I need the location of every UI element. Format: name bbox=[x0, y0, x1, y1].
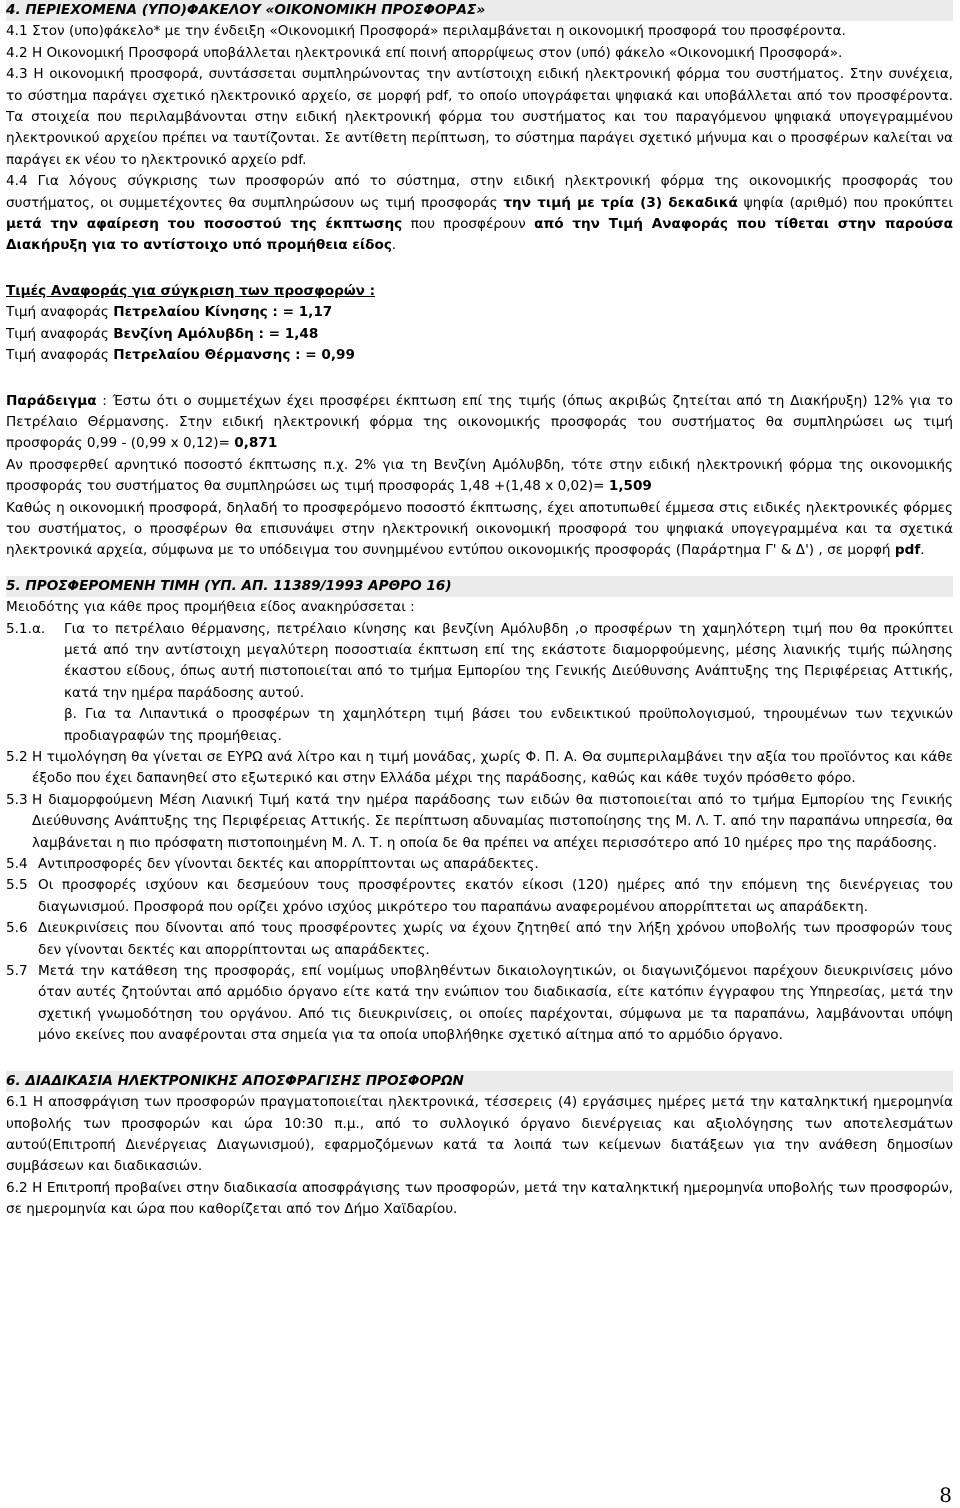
item-text: Οι προσφορές ισχύουν και δεσμεύουν τους προσφέροντες εκατόν είκοσι (120) ημέρες από την επόμενη της διενέργειας του διαγωνισμού. Προσφορά που ορίζει χρόνο ισχύος μικρότερο του παραπάνω αναφερομένου απορρίπτεται ως απαράδεκτη. bbox=[38, 877, 953, 915]
item-5-4 bbox=[6, 854, 953, 875]
item-text: Η διαμορφούμενη Μέση Λιανική Τιμή κατά την ημέρα παράδοσης των ειδών θα πιστοποιείται από το τμήμα Εμπορίου της Γενικής Διεύθυνσης Ανάπτυξης της Περιφέρειας Αττικής. Σε περίπτωση αδυναμίας πιστοποίησης της Μ. Λ. Τ. από την παραπάνω υπηρεσία, θα λαμβάνεται η πιο πρόσφατη πιστοποιημένη Μ. Λ. Τ. η οποία δε θα πρέπει να απέχει περισσότερο από 10 ημέρες προ της παράδοσης. bbox=[32, 791, 954, 851]
paragraph-6-2: 6.2 Η Επιτροπή προβαίνει στην διαδικασία αποσφράγισης των προσφορών, μετά την καταληκτική ημερομηνία υποβολής των προσφορών, σε ημερομηνία και ώρα που καθορίζεται από τον Δήμο Χαϊδαρίου. bbox=[6, 1179, 953, 1218]
p44-bold-b: την τιμή με τρία (3) δεκαδικά bbox=[503, 194, 738, 211]
item-number: 5.4 bbox=[6, 856, 28, 873]
item-text: Αντιπροσφορές δεν γίνονται δεκτές και απορρίπτονται ως απαράδεκτες. bbox=[38, 856, 539, 873]
item-text: Για το πετρέλαιο θέρμανσης, πετρέλαιο κίνησης και βενζίνη Αμόλυβδη ,ο προσφέρων τη χαμηλότερη τιμή που θα προκύπτει μετά από την αντίστοιχη μεγαλύτερη ποσοστιαία έκπτωση επί της εκάστοτε διαμορφούμενης, μέσης λιανικής τιμής πώλησης έκαστου είδους, όπως αυτή πιστοποιείται από το τμήμα Εμπορίου της Γενικής Διεύθυνσης Ανάπτυξης της Περιφέρειας Αττικής, κατά την ημέρα παράδοσης αυτού. bbox=[64, 620, 953, 701]
ref-value: : = 1,48 bbox=[253, 325, 319, 342]
paragraph-6-1: 6.1 Η αποσφράγιση των προσφορών πραγματοποιείται ηλεκτρονικά, τέσσερεις (4) εργάσιμες ημέρες μετά την καταληκτική ημερομηνία υποβολής των προσφορών και ώρα 10:30 π.μ., από το συλλογικό όργανο διενέργειας και αξιολόγησης των αποτελεσμάτων αυτού(Επιτροπή Διενέργειας Διαγωνισμού), εφαρμοζόμενων κατά τα λοιπά των κείμενων διατάξεων για την ανάθεση δημοσίων συμβάσεων και διαδικασιών. bbox=[6, 1094, 953, 1175]
ref-value: Πετρελαίου Θέρμανσης : = 0,99 bbox=[113, 347, 355, 364]
item-5-5 bbox=[6, 875, 953, 918]
paragraph-4-3: 4.3 Η οικονομική προσφορά, συντάσσεται συμπληρώνοντας την αντίστοιχη ειδική ηλεκτρονική φόρμα του συστήματος. Στην συνέχεια, το σύστημα παράγει σχετικό ηλεκτρονικό αρχείο, σε μορφή pdf, το οποίο υπογράφεται ψηφιακά και υποβάλλεται από τον προσφέροντα. Τα στοιχεία που περιλαμβάνονται στην ειδική ηλεκτρονική φόρμα του συστήματος και του παραγόμενου ψηφιακά υπογεγραμμένου ηλεκτρονικού αρχείου πρέπει να ταυτίζονται. Σε αντίθετη περίπτωση, το σύστημα παράγει σχετικό μήνυμα και ο προσφέρων καλείται να παράγει εκ νέου το ηλεκτρονικό αρχείο pdf. bbox=[6, 66, 953, 168]
reference-price-unleaded bbox=[6, 324, 953, 345]
p44-bold-d: μετά την αφαίρεση του ποσοστού της έκπτωσης bbox=[6, 216, 403, 233]
item-5-1-a bbox=[6, 619, 953, 705]
paragraph-4-4 bbox=[6, 171, 953, 257]
reference-price-diesel bbox=[6, 302, 953, 323]
example-negative-paragraph bbox=[6, 455, 953, 498]
ref-value: Πετρελαίου Κίνησης : = 1,17 bbox=[113, 304, 333, 321]
item-number: 5.7 bbox=[6, 963, 28, 980]
paragraph-4-1: 4.1 Στον (υπο)φάκελο* με την ένδειξη «Οικονομική Προσφορά» περιλαμβάνεται η οικονομική προσφορά του προσφέροντα. bbox=[6, 23, 846, 40]
ref-label: Τιμή αναφοράς bbox=[6, 325, 114, 342]
attachment-period: . bbox=[920, 542, 925, 559]
page-number: 8 bbox=[939, 1482, 952, 1507]
p44-bold-f: από την Τιμή Αναφοράς που τίθεται στην παρούσα Διακήρυξη για το αντίστοιχο υπό προμήθεια είδος bbox=[6, 216, 953, 254]
section-4-heading: 4. ΠΕΡΙΕΧΟΜΕΝΑ (ΥΠΟ)ΦΑΚΕΛΟΥ «ΟΙΚΟΝΟΜΙΚΗ ΠΡΟΣΦΟΡΑΣ» bbox=[6, 0, 953, 21]
attachment-format: pdf bbox=[894, 542, 921, 559]
item-number: 5.5 bbox=[6, 877, 28, 894]
p44-text-g: . bbox=[391, 237, 397, 254]
item-5-2 bbox=[6, 747, 953, 790]
item-text: Μετά την κατάθεση της προσφοράς, επί νομίμως υποβληθέντων δικαιολογητικών, οι διαγωνιζόμενοι παρέχουν διευκρινίσεις μόνο όταν αυτές ζητούνται από αρμόδιο όργανο είτε κατά την ενώπιον του διαδικασία, είτε κατόπιν έγγραφου της Υπηρεσίας, μετά την σχετική γνωμοδότηση του οργάνου. Από τις διευκρινίσεις, οι οποίες παρέχονται, σύμφωνα με τα παραπάνω, λαμβάνονται υπόψη μόνο εκείνες που αναφέρονται στα σημεία για τα οποία υποβλήθηκε σχετικό αίτημα από το αρμόδιο όργανο. bbox=[38, 963, 953, 1044]
p44-text-a: 4.4 Για λόγους σύγκρισης των προσφορών από το σύστημα, στην ειδική ηλεκτρονική φόρμα της οικονομικής προσφοράς του συστήματος, οι συμμετέχοντες θα συμπληρώσουν ως τιμή προσφοράς bbox=[6, 173, 953, 211]
document-page bbox=[6, 0, 953, 1221]
attachment-paragraph bbox=[6, 498, 953, 562]
reference-price-heating-oil bbox=[6, 345, 953, 366]
item-5-6 bbox=[6, 918, 953, 961]
item-5-1-b: β. Για τα Λιπαντικά ο προσφέρων τη χαμηλότερη τιμή βάσει του ενδεικτικού προϋπολογισμού, τηρουμένων των τεχνικών προδιαγραφών της προμήθειας. bbox=[64, 706, 953, 744]
example-paragraph bbox=[6, 391, 953, 455]
section-5-intro: Μειοδότης για κάθε προς προμήθεια είδος ανακηρύσσεται : bbox=[6, 599, 415, 616]
item-5-3 bbox=[6, 790, 953, 854]
item-text: Διευκρινίσεις που δίνονται από τους προσφέροντες χωρίς να έχουν ζητηθεί από την λήξη χρόνου υποβολής των προσφορών τους δεν γίνονται δεκτές και απορρίπτονται ως απαράδεκτες. bbox=[38, 920, 953, 958]
ref-label: Τιμή αναφοράς bbox=[6, 304, 114, 321]
p44-text-c: ψηφία (αριθμό) που προκύπτει bbox=[737, 194, 953, 211]
item-number: 5.3 bbox=[6, 791, 28, 808]
example-result-2: 1,509 bbox=[608, 478, 652, 495]
ref-product: Βενζίνη Αμόλυβδη bbox=[113, 325, 254, 342]
example-negative-text: Αν προσφερθεί αρνητικό ποσοστό έκπτωσης π.χ. 2% για τη Βενζίνη Αμόλυβδη, τότε στην ειδική ηλεκτρονική φόρμα της οικονομικής προσφοράς του συστήματος θα συμπληρώσει ως τιμή προσφοράς 1,48 +(1,48 x 0,02)= bbox=[6, 456, 953, 495]
example-text: : Έστω ότι ο συμμετέχων έχει προσφέρει έκπτωση επί της τιμής (όπως ακριβώς ζητείται από τη Διακήρυξη) 12% για το Πετρέλαιο Θέρμανσης. Στην ειδική ηλεκτρονική φόρμα της οικονομικής προσφοράς του συστήματος θα συμπληρώσει ως τιμή προσφοράς 0,99 - (0,99 x 0,12)= bbox=[6, 392, 953, 452]
item-number: 5.6 bbox=[6, 920, 28, 937]
item-number: 5.1.α. bbox=[6, 620, 46, 637]
paragraph-4-2: 4.2 Η Οικονομική Προσφορά υποβάλλεται ηλεκτρονικά επί ποινή απορρίψεως στον (υπό) φάκελο «Οικονομική Προσφορά». bbox=[6, 44, 843, 61]
p44-text-e: που προσφέρουν bbox=[402, 216, 535, 233]
example-label: Παράδειγμα bbox=[6, 392, 97, 409]
attachment-text: Καθώς η οικονομική προσφορά, δηλαδή το προσφερόμενο ποσοστό έκπτωσης, έχει αποτυπωθεί έμμεσα στις ειδικές ηλεκτρονικές φόρμες του συστήματος, ο προσφέρων θα επισυνάψει στην ηλεκτρονική οικονομική προσφορά του ψηφιακά υπογεγραμμένα και τα σχετικά ηλεκτρονικά αρχεία, σύμφωνα με το υπόδειγμα του συνημμένου εντύπου οικονομικής προσφοράς (Παράρτημα Γ' & Δ') , σε μορφή bbox=[6, 499, 953, 559]
item-text: Η τιμολόγηση θα γίνεται σε ΕΥΡΩ ανά λίτρο και η τιμή μονάδας, χωρίς Φ. Π. Α. Θα συμπεριλαμβάνει την αξία του προϊόντος και κάθε έξοδο που έχει δαπανηθεί στο εξωτερικό και στην Ελλάδα μέχρι της παράδοσης, καθώς και κάθε τυχόν πρόσθετο φόρο. bbox=[32, 749, 953, 787]
example-result-1: 0,871 bbox=[234, 435, 278, 452]
section-6-heading: 6. ΔΙΑΔΙΚΑΣΙΑ ΗΛΕΚΤΡΟΝΙΚΗΣ ΑΠΟΣΦΡΑΓΙΣΗΣ ΠΡΟΣΦΟΡΩΝ bbox=[6, 1071, 953, 1092]
section-5-heading: 5. ΠΡΟΣΦΕΡΟΜΕΝΗ ΤΙΜΗ (ΥΠ. ΑΠ. 11389/1993 ΑΡΘΡΟ 16) bbox=[6, 576, 953, 597]
item-number: 5.2 bbox=[6, 749, 28, 765]
reference-prices-title: Τιμές Αναφοράς για σύγκριση των προσφορών : bbox=[6, 282, 376, 299]
item-5-7 bbox=[6, 961, 953, 1047]
ref-label: Τιμή αναφοράς bbox=[6, 347, 114, 364]
